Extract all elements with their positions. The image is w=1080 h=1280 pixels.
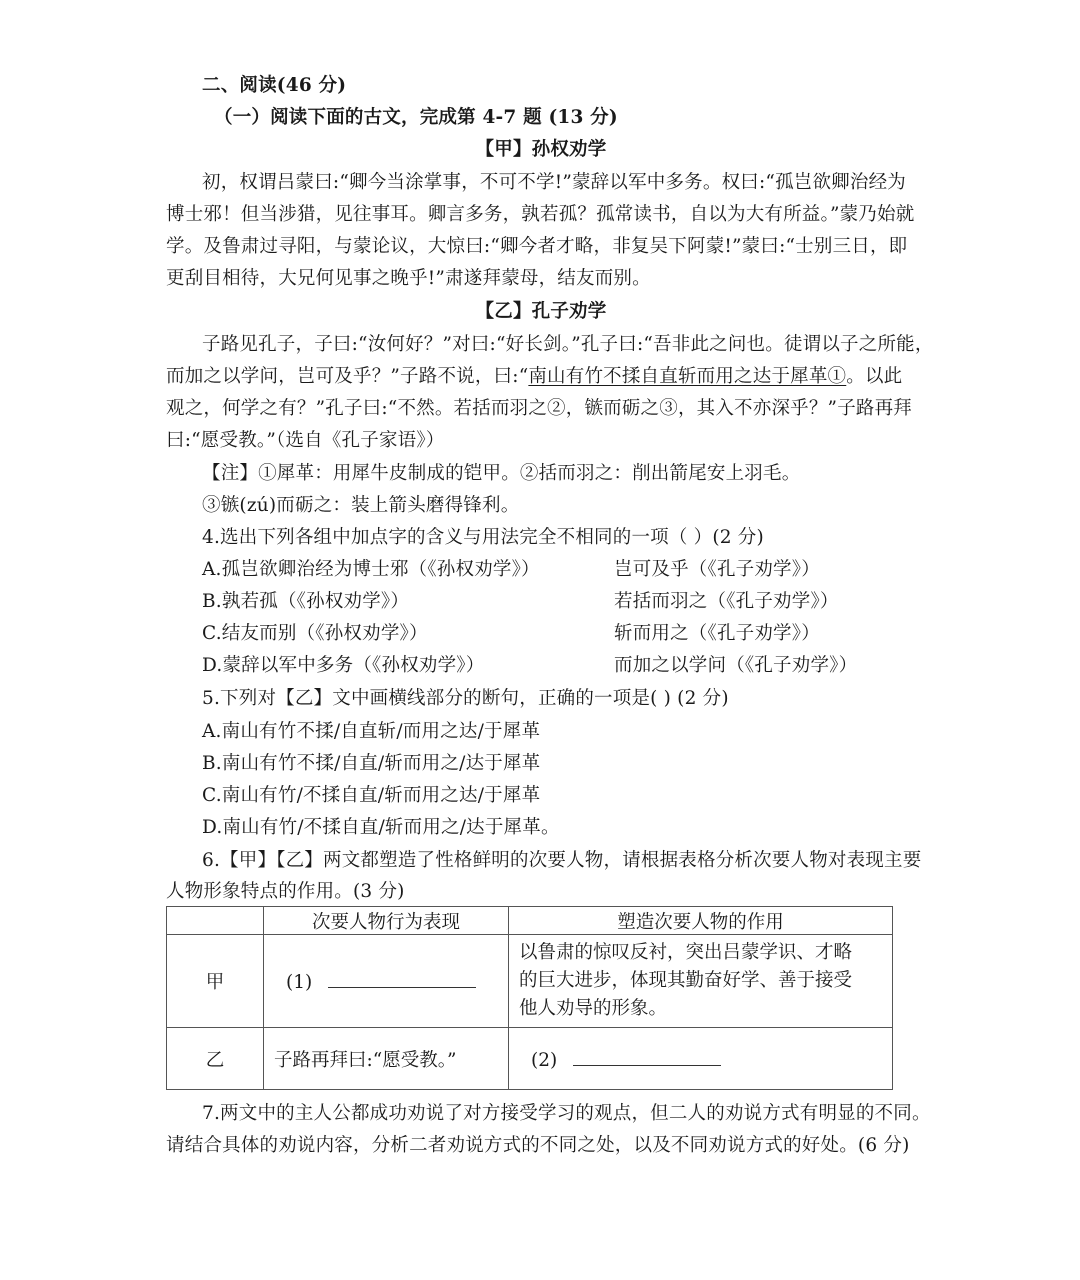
q6-stem-1: 6.【甲】【乙】两文都塑造了性格鲜明的次要人物，请根据表格分析次要人物对表现主要 (202, 850, 922, 871)
table-row-yi (167, 1028, 893, 1090)
q7-line-1: 7.两文中的主人公都成功劝说了对方接受学习的观点，但二人的劝说方式有明显的不同。 (202, 1103, 931, 1124)
table-header-behavior: 次要人物行为表现 (264, 907, 509, 935)
table-cell-behavior: 子路再拜曰:“愿受教。” (264, 1028, 509, 1090)
jia-line-2: 博士邪！但当涉猎，见往事耳。卿言多务，孰若孤？孤常读书，自以为大有所益。”蒙乃始就 (166, 204, 915, 225)
yi-line-2-pre: 而加之以学问，岂可及乎？”子路不说，曰:“ (166, 366, 529, 387)
table-row-label: 乙 (167, 1028, 264, 1090)
q4-option-b (202, 590, 902, 614)
q4-option-c (202, 622, 902, 646)
notes-line-1: 【注】①犀革：用犀牛皮制成的铠甲。②括而羽之：削出箭尾安上羽毛。 (202, 463, 801, 484)
q4-option-a-right: 岂可及乎（《孔子劝学》） (614, 559, 820, 580)
q4-option-b-left: B.孰若孤（《孙权劝学》） (202, 591, 410, 612)
part1-title: （一）阅读下面的古文，完成第 4-7 题 (13 分) (214, 107, 618, 128)
table-cell-effect (509, 935, 893, 1028)
q4-option-c-left: C.结友而别（《孙权劝学》） (202, 623, 428, 644)
yi-underlined-sentence: 南山有竹不揉自直斩而用之达于犀革① (528, 366, 847, 387)
yi-line-4: 曰:“愿受教。”（选自《孔子家语》） (166, 430, 445, 451)
answer-blank-2[interactable] (573, 1047, 721, 1066)
table-header-effect: 塑造次要人物的作用 (509, 907, 893, 935)
table-cell-effect (509, 1028, 893, 1090)
table-header-empty (167, 907, 264, 935)
yi-title: 【乙】孔子劝学 (475, 301, 607, 322)
q4-option-d (202, 654, 902, 678)
q4-option-a (202, 558, 902, 582)
effect-line-2: 的巨大进步，体现其勤奋好学、善于接受 (519, 970, 853, 991)
yi-line-2-post: 。以此 (846, 366, 903, 387)
q4-option-a-left: A.孤岂欲卿治经为博士邪（《孙权劝学》） (202, 559, 540, 580)
q5-option-c: C.南山有竹/不揉自直/斩而用之达/于犀革 (202, 785, 541, 806)
q4-option-c-right: 斩而用之（《孔子劝学》） (614, 623, 820, 644)
jia-line-4: 更刮目相待，大兄何见事之晚乎!”肃遂拜蒙母，结友而别。 (166, 268, 651, 289)
answer-label-2: (2) (531, 1049, 558, 1071)
q4-stem: 4.选出下列各组中加点字的含义与用法完全不相同的一项（ ）(2 分) (202, 527, 764, 548)
effect-line-3: 他人劝导的形象。 (519, 998, 668, 1019)
jia-line-1: 初，权谓吕蒙曰:“卿今当涂掌事，不可不学!”蒙辞以军中多务。权曰:“孤岂欲卿治经为 (202, 172, 906, 193)
table-row-label: 甲 (167, 935, 264, 1028)
q5-stem: 5.下列对【乙】文中画横线部分的断句，正确的一项是( ) (2 分) (202, 688, 729, 709)
q4-option-d-right: 而加之以学问（《孔子劝学》） (614, 655, 858, 676)
q4-option-d-left: D.蒙辞以军中多务（《孙权劝学》） (202, 655, 485, 676)
yi-line-3: 观之，何学之有？”孔子曰:“不然。若括而羽之②，镞而砺之③，其入不亦深乎？”子路再拜 (166, 398, 913, 419)
yi-line-2 (166, 365, 902, 389)
q7-line-2: 请结合具体的劝说内容，分析二者劝说方式的不同之处，以及不同劝说方式的好处。(6 分) (166, 1135, 910, 1156)
q4-option-b-right: 若括而羽之（《孔子劝学》） (614, 591, 839, 612)
jia-title: 【甲】孙权劝学 (475, 139, 607, 160)
yi-line-1: 子路见孔子，子曰:“汝何好？”对曰:“好长剑。”孔子曰:“吾非此之问也。徒谓以子之所能， (202, 334, 934, 355)
q5-option-a: A.南山有竹不揉/自直斩/而用之达/于犀革 (202, 721, 541, 742)
table-row-jia (167, 935, 893, 1028)
notes-line-2: ③镞(zú)而砺之：装上箭头磨得锋利。 (202, 495, 520, 516)
table-cell-behavior (264, 935, 509, 1028)
q5-option-b: B.南山有竹不揉/自直/斩而用之/达于犀革 (202, 753, 541, 774)
answer-blank-1[interactable] (328, 969, 476, 988)
effect-line-1: 以鲁肃的惊叹反衬，突出吕蒙学识、才略 (519, 942, 853, 963)
answer-label-1: (1) (286, 972, 313, 993)
section-title: 二、阅读(46 分) (202, 75, 347, 96)
jia-line-3: 学。及鲁肃过寻阳，与蒙论议，大惊曰:“卿今者才略，非复吴下阿蒙!”蒙曰:“士别三日，即 (166, 236, 908, 257)
q6-stem-2: 人物形象特点的作用。(3 分) (166, 881, 405, 902)
table-header-row (167, 907, 893, 935)
q5-option-d: D.南山有竹/不揉自直/斩而用之/达于犀革。 (202, 817, 560, 838)
q6-table (166, 906, 893, 1090)
